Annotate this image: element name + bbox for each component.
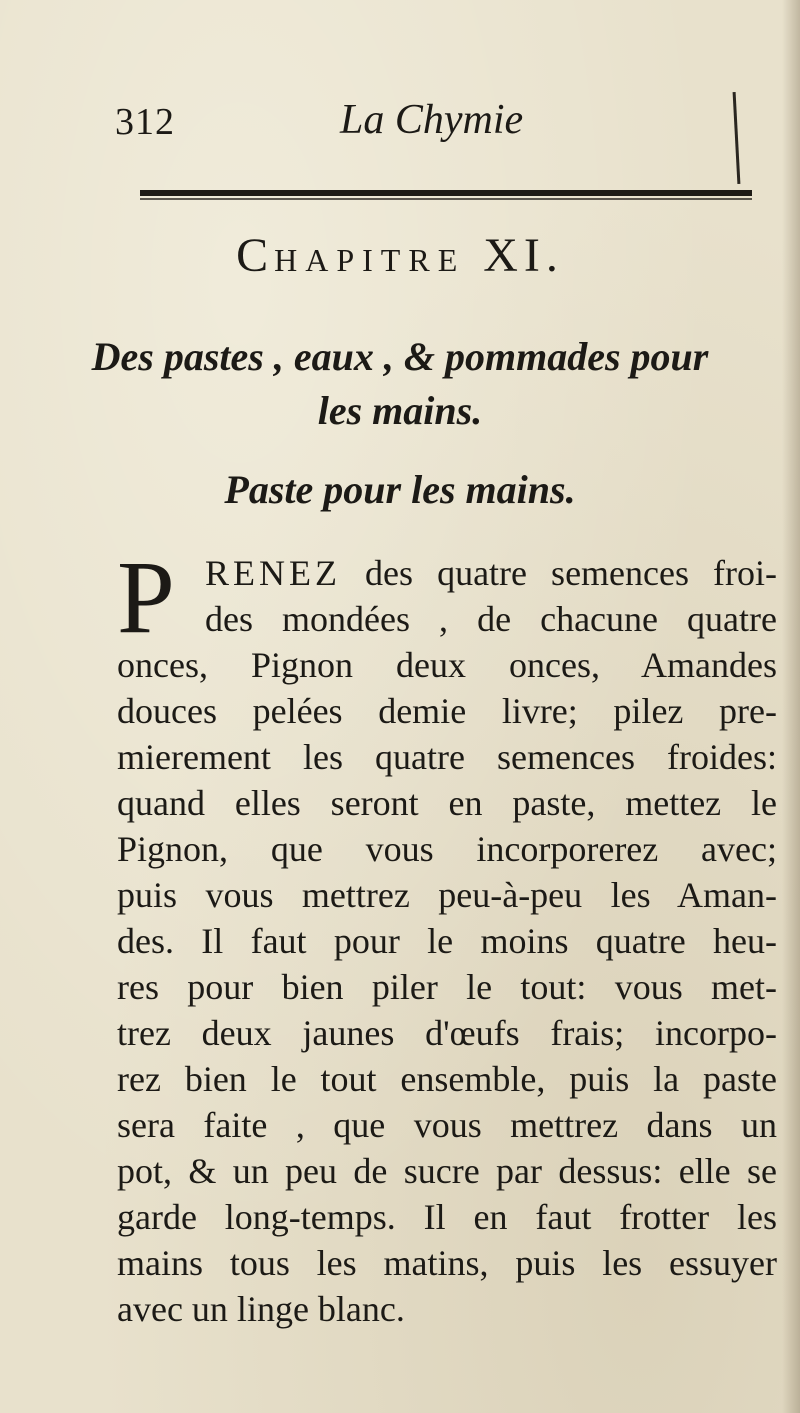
running-head: La Chymie — [340, 97, 524, 143]
body-line: rez bien le tout ensemble, puis la paste — [117, 1059, 777, 1099]
chapter-subtitle — [0, 330, 800, 438]
header-rule — [140, 190, 752, 196]
body-line: sera faite , que vous mettrez dans un — [117, 1105, 777, 1145]
body-line: pot, & un peu de sucre par dessus: elle se — [117, 1151, 777, 1191]
section-title: Paste pour les mains. — [224, 467, 576, 512]
opening-word: RENEZ — [205, 553, 341, 593]
body-line: mains tous les matins, puis les essuyer — [117, 1243, 777, 1283]
body-line: onces, Pignon deux onces, Amandes — [117, 645, 777, 685]
body-line: des mondées , de chacune quatre — [205, 599, 777, 639]
body-line: quand elles seront en paste, mettez le — [117, 783, 777, 823]
body-line: mierement les quatre semences froides: — [117, 737, 777, 777]
page-edge-shadow — [782, 0, 800, 1413]
body-line: Pignon, que vous incorporerez avec; — [117, 829, 777, 869]
body-line: puis vous mettrez peu-à-peu les Aman- — [117, 875, 777, 915]
body-line: trez deux jaunes d'œufs frais; incorpo- — [117, 1013, 777, 1053]
page-header — [115, 92, 755, 162]
page-number: 312 — [115, 101, 175, 143]
chapter-subtitle-line-1: Des pastes , eaux , & pommades pour — [91, 334, 709, 379]
body-line: garde long-temps. Il en faut frotter les — [117, 1197, 777, 1237]
body-text — [117, 540, 777, 1332]
drop-capital: P — [117, 540, 175, 655]
chapter-title-word: HAPITRE — [274, 242, 466, 278]
body-line: des. Il faut pour le moins quatre heu- — [117, 921, 777, 961]
chapter-number: XI. — [483, 229, 564, 282]
chapter-subtitle-line-2: les mains. — [317, 388, 483, 433]
body-line-text: des quatre semences froi- — [365, 553, 777, 593]
body-line: avec un linge blanc. — [117, 1289, 405, 1329]
body-line: douces pelées demie livre; pilez pre- — [117, 691, 777, 731]
header-vertical-mark — [733, 92, 741, 184]
body-line: res pour bien piler le tout: vous met- — [117, 967, 777, 1007]
chapter-title — [0, 228, 800, 283]
body-line — [117, 550, 777, 596]
chapter-title-initial: C — [236, 229, 275, 282]
